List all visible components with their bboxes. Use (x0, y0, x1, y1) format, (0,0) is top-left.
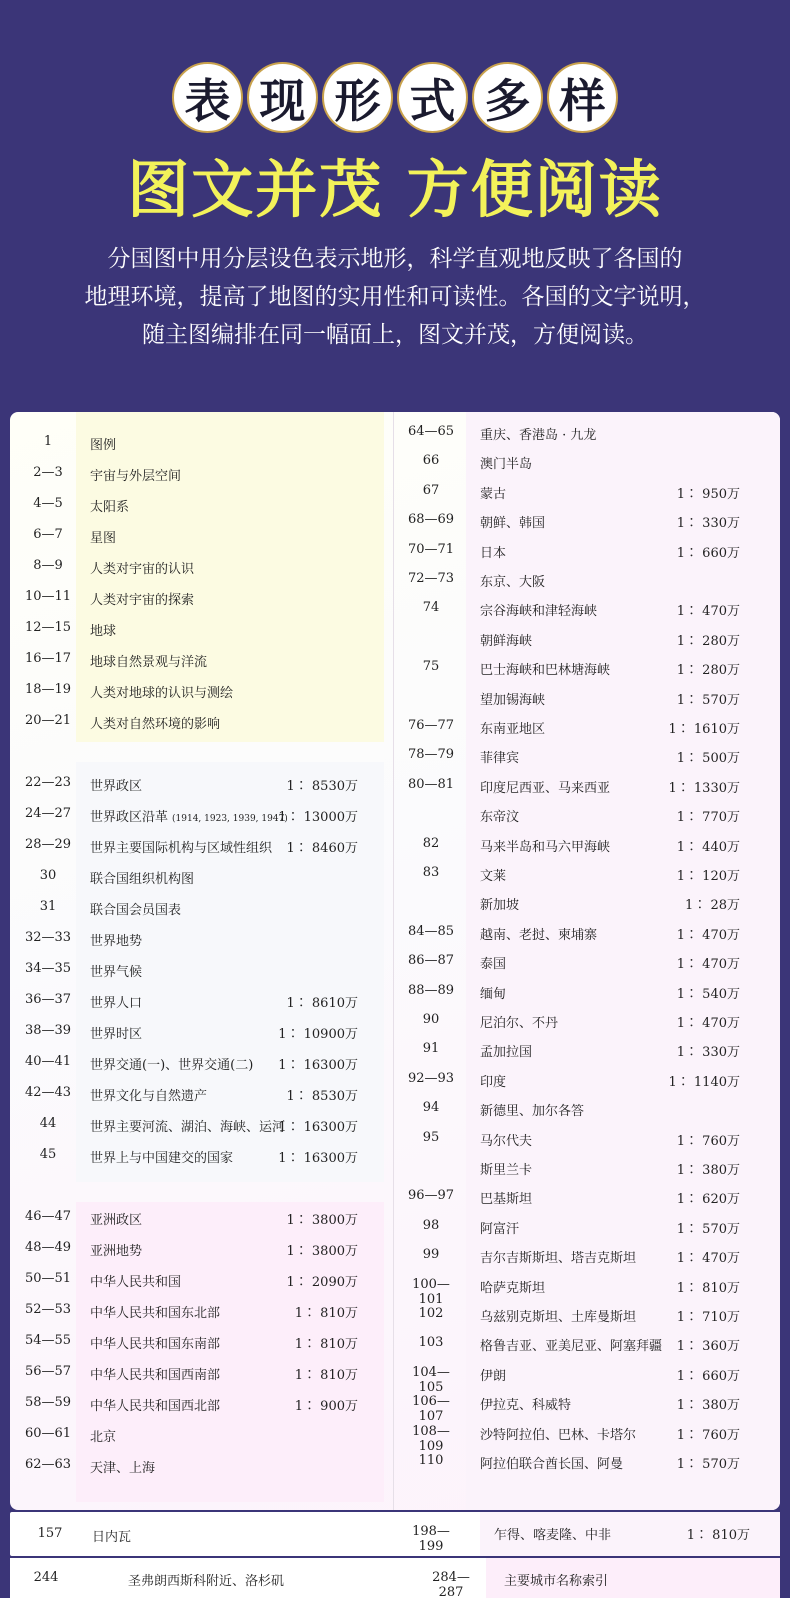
entry-title[interactable] (90, 1209, 142, 1228)
intro-text (40, 240, 750, 354)
entry-scale: 1∶ 280万 (676, 663, 740, 679)
page-number: 108—109 (412, 1423, 450, 1454)
entry-scale: 1∶ 710万 (676, 1310, 740, 1325)
entry-title-text: 世界上与中国建交的国家 (90, 1151, 234, 1166)
entry-title-text: 地球 (90, 624, 117, 639)
page-number: 198—199 (412, 1524, 450, 1554)
page-number: 4—5 (33, 496, 63, 511)
entry-title-text: 人类对宇宙的认识 (90, 562, 195, 577)
entry-title-text: 中华人民共和国东北部 (90, 1306, 221, 1321)
entry-scale: 1∶ 380万 (676, 1163, 740, 1178)
entry-title[interactable] (90, 713, 220, 732)
page-number: 95 (422, 1129, 440, 1145)
entry-scale: 1∶ 810万 (294, 1306, 358, 1321)
entry-title-text: 中华人民共和国 (90, 1275, 182, 1290)
column-divider (393, 412, 394, 1510)
page-number: 1 (43, 434, 53, 449)
entry-scale: 1∶ 470万 (676, 927, 740, 943)
entry-title-text: 亚洲政区 (90, 1213, 143, 1228)
entry-title-text: 世界人口 (90, 996, 143, 1011)
page-number: 92—93 (407, 1070, 455, 1086)
page-number: 74 (422, 600, 440, 616)
entry-title-text: 世界主要国际机构与区域性组织 (90, 841, 273, 856)
entry-title-text: 世界交通(一)、世界交通(二) (90, 1058, 254, 1073)
entry-title: 圣弗朗西斯科附近、洛杉矶 (128, 1574, 285, 1589)
entry-title-text: 联合国组织机构图 (90, 872, 195, 887)
page-number: 46—47 (24, 1209, 72, 1224)
entry-scale: 1∶ 810万 (686, 1528, 750, 1543)
entry-scale: 1∶ 8610万 (286, 996, 358, 1011)
entry-scale: 1∶ 570万 (676, 1457, 740, 1472)
page-number: 30 (39, 868, 57, 883)
page-number: 44 (39, 1116, 57, 1131)
page-number: 76—77 (407, 718, 455, 733)
entry-scale: 1∶ 8530万 (286, 779, 358, 794)
entry-title-text: 中华人民共和国西南部 (90, 1368, 221, 1383)
entry-title[interactable] (90, 837, 272, 856)
entry-title[interactable] (90, 1023, 142, 1042)
page-number: 58—59 (24, 1395, 72, 1410)
page-number: 60—61 (24, 1426, 72, 1441)
entry-scale: 1∶ 330万 (676, 516, 740, 532)
entry-title[interactable] (90, 558, 194, 577)
page-number: 28—29 (24, 837, 72, 852)
entry-title[interactable]: 菲律宾 (480, 751, 520, 767)
entry-title[interactable]: 东京、大阪 (480, 575, 546, 590)
entry-scale: 1∶ 8460万 (286, 841, 358, 856)
page-number: 40—41 (24, 1054, 72, 1069)
entry-title[interactable] (90, 1271, 181, 1290)
page-title: 图文并茂 方便阅读 (127, 153, 663, 226)
entry-scale: 1∶ 660万 (676, 545, 740, 561)
entry-scale: 1∶ 620万 (676, 1192, 740, 1208)
entry-title[interactable]: 朝鲜、韩国 (480, 516, 546, 532)
promo-header (0, 0, 790, 412)
entry-scale: 1∶ 16300万 (278, 1151, 358, 1166)
entry-scale: 1∶ 900万 (294, 1399, 358, 1414)
entry-title: 日内瓦 (92, 1530, 132, 1545)
entry-scale: 1∶ 470万 (676, 957, 740, 973)
entry-scale: 1∶ 810万 (676, 1280, 740, 1296)
page-number: 102 (418, 1306, 444, 1321)
page-number: 86—87 (407, 953, 455, 969)
page-number: 62—63 (24, 1457, 72, 1472)
page-number: 54—55 (24, 1333, 72, 1348)
entry-title[interactable]: 望加锡海峡 (480, 692, 546, 708)
entry-scale: 1∶ 570万 (676, 692, 740, 708)
contents-strip-2 (10, 1558, 780, 1598)
entry-title[interactable]: 日本 (480, 545, 507, 561)
entry-title-text: 世界文化与自然遗产 (90, 1089, 208, 1104)
page-number: 82 (422, 835, 440, 851)
entry-title[interactable] (90, 682, 233, 701)
entry-scale: 1∶ 28万 (685, 898, 740, 914)
entry-title[interactable] (90, 992, 142, 1011)
entry-title[interactable]: 尼泊尔、不丹 (480, 1016, 559, 1031)
entry-title[interactable]: 蒙古 (480, 486, 507, 502)
page-number: 100—101 (412, 1276, 450, 1307)
entry-title[interactable] (90, 806, 288, 825)
page-number: 64—65 (407, 424, 455, 439)
page-number: 52—53 (24, 1302, 72, 1317)
entry-scale: 1∶ 1140万 (668, 1074, 740, 1090)
headline-circle-char: 多 (472, 62, 543, 133)
entry-title-text: 世界主要河流、湖泊、海峡、运河 (90, 1120, 286, 1135)
page-number: 104—105 (412, 1364, 450, 1395)
entry-title[interactable]: 印度 (480, 1074, 507, 1090)
page-number: 88—89 (407, 982, 455, 998)
entry-scale: 1∶ 540万 (676, 986, 740, 1002)
page-number: 72—73 (407, 571, 455, 586)
page-number: 8—9 (33, 558, 63, 573)
intro-line: 随主图编排在同一幅面上，图文并茂，方便阅读。 (142, 322, 648, 348)
entry-title[interactable]: 宗谷海峡和津轻海峡 (480, 604, 598, 620)
entry-title-text: 世界地势 (90, 934, 143, 949)
entry-title-text: 世界气候 (90, 965, 143, 980)
entry-title-text: 世界政区沿革 (90, 810, 169, 825)
entry-scale: 1∶ 13000万 (278, 810, 358, 825)
page-number: 75 (422, 659, 440, 675)
intro-line: 地理环境，提高了地图的实用性和可读性。各国的文字说明， (84, 284, 706, 310)
entry-title[interactable]: 越南、老挝、柬埔寨 (480, 927, 598, 943)
entry-title-text: 世界时区 (90, 1027, 143, 1042)
entry-title[interactable]: 泰国 (480, 957, 507, 973)
entry-title-text: 人类对地球的认识与测绘 (90, 686, 234, 701)
entry-title[interactable]: 阿拉伯联合酋长国、阿曼 (480, 1457, 624, 1472)
entry-scale: 1∶ 280万 (676, 633, 740, 649)
entry-title[interactable]: 沙特阿拉伯、巴林、卡塔尔 (480, 1427, 637, 1443)
entry-title[interactable]: 哈萨克斯坦 (480, 1280, 546, 1296)
entry-title[interactable]: 马来半岛和马六甲海峡 (480, 839, 611, 855)
page-number: 24—27 (24, 806, 72, 821)
page-number: 22—23 (24, 775, 72, 790)
entry-scale: 1∶ 3800万 (286, 1213, 358, 1228)
entry-title-text: 世界政区 (90, 779, 143, 794)
entry-title[interactable]: 新加坡 (480, 898, 520, 914)
entry-title[interactable] (90, 930, 142, 949)
entry-scale: 1∶ 380万 (676, 1398, 740, 1414)
page-number: 96—97 (407, 1188, 455, 1204)
entry-title-text: 中华人民共和国东南部 (90, 1337, 221, 1352)
page-number: 56—57 (24, 1364, 72, 1379)
entry-scale: 1∶ 810万 (294, 1368, 358, 1383)
entry-title[interactable]: 东南亚地区 (480, 722, 546, 737)
headline-circle-char: 表 (172, 62, 243, 133)
entry-scale: 1∶ 500万 (676, 751, 740, 767)
page-number: 45 (39, 1147, 57, 1162)
entry-scale: 1∶ 16300万 (278, 1120, 358, 1135)
headline-circle-char: 现 (247, 62, 318, 133)
entry-title[interactable] (90, 1085, 207, 1104)
page-number: 2—3 (33, 465, 63, 480)
entry-scale: 1∶ 470万 (676, 1016, 740, 1031)
entry-scale: 1∶ 120万 (676, 869, 740, 884)
entry-scale: 1∶ 950万 (676, 486, 740, 502)
entry-title: 主要城市名称索引 (504, 1574, 609, 1589)
intro-line: 分国图中用分层设色表示地形，科学直观地反映了各国的 (107, 246, 683, 272)
entry-scale: 1∶ 470万 (676, 1251, 740, 1267)
page-number: 84—85 (407, 923, 455, 939)
entry-scale: 1∶ 570万 (676, 1221, 740, 1237)
page-number: 50—51 (24, 1271, 72, 1286)
entry-title[interactable]: 东帝汶 (480, 810, 520, 826)
headline-circle-char: 样 (547, 62, 618, 133)
entry-scale: 1∶ 360万 (676, 1339, 740, 1355)
entry-title[interactable]: 重庆、香港岛 · 九龙 (480, 428, 597, 443)
entry-title[interactable]: 新德里、加尔各答 (480, 1104, 585, 1120)
entry-title[interactable] (90, 961, 142, 980)
entry-title[interactable] (90, 589, 194, 608)
entry-title[interactable] (90, 434, 116, 453)
entry-scale: 1∶ 770万 (676, 810, 740, 826)
entry-scale: 1∶ 760万 (676, 1427, 740, 1443)
entry-scale: 1∶ 3800万 (286, 1244, 358, 1259)
entry-scale: 1∶ 1330万 (668, 780, 740, 796)
headline-circles (172, 62, 618, 134)
entry-title[interactable] (90, 1457, 155, 1476)
entry-title[interactable] (90, 1395, 220, 1414)
entry-title[interactable] (90, 899, 181, 918)
entry-title[interactable]: 阿富汗 (480, 1221, 520, 1237)
entry-title[interactable]: 巴基斯坦 (480, 1192, 533, 1208)
page-number: 99 (422, 1247, 440, 1263)
contents-page (10, 412, 780, 1510)
entry-title[interactable] (90, 1302, 220, 1321)
entry-title-text: 星图 (90, 531, 117, 546)
entry-scale: 1∶ 330万 (676, 1045, 740, 1061)
page-number: 32—33 (24, 930, 72, 945)
entry-title: 乍得、喀麦隆、中非 (494, 1528, 612, 1543)
page-number: 31 (39, 899, 57, 914)
entry-title[interactable] (90, 496, 129, 515)
entry-title-text: 联合国会员国表 (90, 903, 182, 918)
entry-scale: 1∶ 810万 (294, 1337, 358, 1352)
entry-scale: 1∶ 2090万 (286, 1275, 358, 1290)
page-number: 68—69 (407, 512, 455, 528)
entry-scale: 1∶ 8530万 (286, 1089, 358, 1104)
entry-scale: 1∶ 1610万 (668, 722, 740, 737)
entry-title[interactable] (90, 651, 207, 670)
entry-title-text: 中华人民共和国西北部 (90, 1399, 221, 1414)
headline-circle-char: 形 (322, 62, 393, 133)
entry-title[interactable]: 伊拉克、科威特 (480, 1398, 572, 1414)
entry-title[interactable]: 朝鲜海峡 (480, 633, 533, 649)
contents-strip-1 (10, 1512, 780, 1556)
entry-title[interactable]: 乌兹别克斯坦、土库曼斯坦 (480, 1310, 637, 1325)
page-number: 66 (422, 453, 440, 469)
page-number: 98 (422, 1217, 440, 1233)
entry-scale: 1∶ 660万 (676, 1368, 740, 1384)
page-number: 48—49 (24, 1240, 72, 1255)
entry-title[interactable] (90, 465, 181, 484)
entry-title[interactable]: 澳门半岛 (480, 457, 533, 473)
page-number: 18—19 (24, 682, 72, 697)
entry-title[interactable]: 孟加拉国 (480, 1045, 533, 1061)
entry-note: (1914, 1923, 1939, 1947) (172, 814, 288, 824)
entry-title-text: 宇宙与外层空间 (90, 469, 182, 484)
entry-scale: 1∶ 440万 (676, 839, 740, 855)
entry-title[interactable]: 马尔代夫 (480, 1133, 533, 1149)
entry-title[interactable]: 伊朗 (480, 1368, 507, 1384)
entry-scale: 1∶ 760万 (676, 1133, 740, 1149)
entry-title[interactable]: 巴士海峡和巴林塘海峡 (480, 663, 611, 679)
entry-title-text: 人类对自然环境的影响 (90, 717, 221, 732)
entry-title[interactable] (90, 1240, 142, 1259)
page-number: 78—79 (407, 747, 455, 763)
entry-title-text: 太阳系 (90, 500, 130, 515)
page-number: 284—287 (432, 1570, 470, 1598)
entry-title-text: 图例 (90, 438, 117, 453)
entry-title[interactable] (90, 775, 142, 794)
entry-title[interactable]: 斯里兰卡 (480, 1163, 533, 1178)
page-number: 110 (418, 1453, 444, 1468)
page-number: 67 (422, 482, 440, 498)
entry-title[interactable] (90, 1426, 116, 1445)
page-number: 106—107 (412, 1394, 450, 1425)
entry-scale: 1∶ 10900万 (278, 1027, 358, 1042)
entry-scale: 1∶ 470万 (676, 604, 740, 620)
page-number: 12—15 (24, 620, 72, 635)
page-number: 94 (422, 1100, 440, 1116)
entry-title[interactable] (90, 1147, 233, 1166)
page-number: 91 (422, 1041, 440, 1057)
entry-title[interactable] (90, 527, 116, 546)
page-number: 103 (418, 1335, 444, 1351)
entry-title[interactable]: 格鲁吉亚、亚美尼亚、阿塞拜疆 (480, 1339, 663, 1355)
entry-title[interactable]: 吉尔吉斯斯坦、塔吉克斯坦 (480, 1251, 637, 1267)
entry-title-text: 亚洲地势 (90, 1244, 143, 1259)
page-number: 38—39 (24, 1023, 72, 1038)
entry-title[interactable]: 缅甸 (480, 986, 507, 1002)
entry-title[interactable] (90, 1054, 253, 1073)
entry-scale: 1∶ 16300万 (278, 1058, 358, 1073)
entry-title[interactable] (90, 1364, 220, 1383)
page-number: 10—11 (24, 589, 72, 604)
entry-title[interactable] (90, 1116, 285, 1135)
page-number: 83 (422, 865, 440, 880)
page-number: 157 (37, 1526, 63, 1541)
page-number: 34—35 (24, 961, 72, 976)
page-number: 42—43 (24, 1085, 72, 1100)
page-number: 70—71 (407, 541, 455, 557)
page-number: 90 (422, 1012, 440, 1027)
page-number: 244 (33, 1570, 59, 1585)
headline-circle-char: 式 (397, 62, 468, 133)
entry-title-text: 人类对宇宙的探索 (90, 593, 195, 608)
entry-title[interactable] (90, 1333, 220, 1352)
entry-title-text: 北京 (90, 1430, 117, 1445)
entry-title[interactable] (90, 620, 116, 639)
entry-title-text: 地球自然景观与洋流 (90, 655, 208, 670)
page-number: 36—37 (24, 992, 72, 1007)
entry-title[interactable]: 印度尼西亚、马来西亚 (480, 780, 611, 796)
page-number: 6—7 (33, 527, 63, 542)
page-number: 20—21 (24, 713, 72, 728)
entry-title[interactable] (90, 868, 194, 887)
page-number: 80—81 (407, 776, 455, 792)
page-number: 16—17 (24, 651, 72, 666)
entry-title[interactable]: 文莱 (480, 869, 507, 884)
entry-title-text: 天津、上海 (90, 1461, 156, 1476)
